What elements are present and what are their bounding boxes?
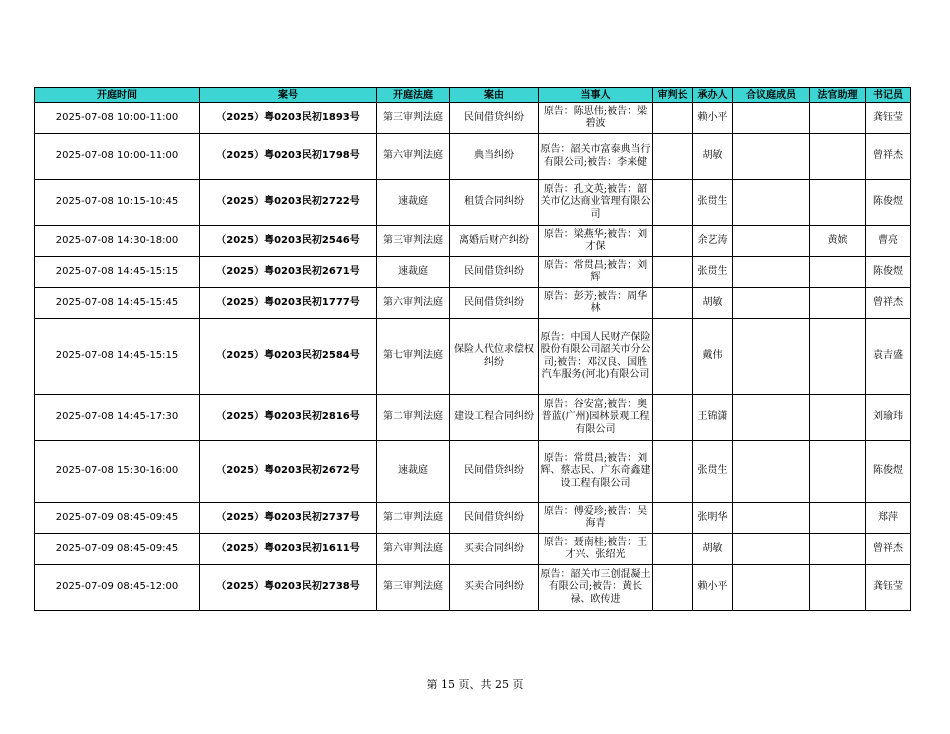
table-row [35, 319, 911, 395]
header-clerk: 书记员 [866, 88, 911, 103]
parties-cell: 原告：陈思伟;被告：梁碧波 [539, 103, 653, 134]
case-number-cell: （2025）粤0203民初1777号 [200, 288, 377, 319]
parties-cell: 原告：常贯昌;被告：刘辉、蔡志民、广东奇鑫建设工程有限公司 [539, 441, 653, 503]
chief-judge-cell [653, 180, 693, 226]
hearing-time-cell: 2025-07-08 10:15-10:45 [35, 180, 200, 226]
collegiate-members-cell [733, 565, 810, 611]
table-row [35, 395, 911, 441]
judge-assistant-cell [810, 288, 866, 319]
cause-cell: 保险人代位求偿权纠纷 [450, 319, 539, 395]
courtroom-cell: 第六审判法庭 [377, 134, 450, 180]
case-number-cell: （2025）粤0203民初2722号 [200, 180, 377, 226]
case-number-cell: （2025）粤0203民初2584号 [200, 319, 377, 395]
collegiate-members-cell [733, 319, 810, 395]
cause-cell: 民间借贷纠纷 [450, 103, 539, 134]
hearing-time-cell: 2025-07-08 14:45-15:15 [35, 257, 200, 288]
chief-judge-cell [653, 257, 693, 288]
header-case-number: 案号 [200, 88, 377, 103]
cause-cell: 民间借贷纠纷 [450, 503, 539, 534]
collegiate-members-cell [733, 103, 810, 134]
courtroom-cell: 第七审判法庭 [377, 319, 450, 395]
judge-assistant-cell [810, 441, 866, 503]
chief-judge-cell [653, 395, 693, 441]
chief-judge-cell [653, 534, 693, 565]
parties-cell: 原告：聂南桂;被告：王才兴、张绍光 [539, 534, 653, 565]
cause-cell: 租赁合同纠纷 [450, 180, 539, 226]
cause-cell: 民间借贷纠纷 [450, 441, 539, 503]
cause-cell: 民间借贷纠纷 [450, 288, 539, 319]
handler-cell: 赖小平 [693, 103, 733, 134]
clerk-cell: 龚钰莹 [866, 565, 911, 611]
hearing-time-cell: 2025-07-08 14:45-15:45 [35, 288, 200, 319]
header-chief-judge: 审判长 [653, 88, 693, 103]
courtroom-cell: 第二审判法庭 [377, 395, 450, 441]
courtroom-cell: 速裁庭 [377, 441, 450, 503]
judge-assistant-cell [810, 257, 866, 288]
parties-cell: 原告：孔文英;被告：韶关市亿达商业管理有限公司 [539, 180, 653, 226]
table-row [35, 288, 911, 319]
courtroom-cell: 第三审判法庭 [377, 226, 450, 257]
case-number-cell: （2025）粤0203民初2672号 [200, 441, 377, 503]
courtroom-cell: 第六审判法庭 [377, 288, 450, 319]
chief-judge-cell [653, 319, 693, 395]
hearing-time-cell: 2025-07-08 10:00-11:00 [35, 103, 200, 134]
collegiate-members-cell [733, 226, 810, 257]
chief-judge-cell [653, 288, 693, 319]
header-cause: 案由 [450, 88, 539, 103]
judge-assistant-cell [810, 319, 866, 395]
handler-cell: 赖小平 [693, 565, 733, 611]
chief-judge-cell [653, 134, 693, 180]
header-collegiate-members: 合议庭成员 [733, 88, 810, 103]
courtroom-cell: 第二审判法庭 [377, 503, 450, 534]
clerk-cell: 陈俊煜 [866, 441, 911, 503]
hearing-time-cell: 2025-07-09 08:45-09:45 [35, 503, 200, 534]
collegiate-members-cell [733, 503, 810, 534]
collegiate-members-cell [733, 134, 810, 180]
clerk-cell: 袁吉盛 [866, 319, 911, 395]
parties-cell: 原告：韶关市富泰典当行有限公司;被告：李来健 [539, 134, 653, 180]
hearing-time-cell: 2025-07-08 14:45-15:15 [35, 319, 200, 395]
handler-cell: 张贯生 [693, 257, 733, 288]
chief-judge-cell [653, 226, 693, 257]
parties-cell: 原告：彭芳;被告：周华林 [539, 288, 653, 319]
courtroom-cell: 速裁庭 [377, 257, 450, 288]
clerk-cell: 曾祥杰 [866, 134, 911, 180]
judge-assistant-cell [810, 534, 866, 565]
handler-cell: 胡敏 [693, 288, 733, 319]
case-number-cell: （2025）粤0203民初2546号 [200, 226, 377, 257]
handler-cell: 张明华 [693, 503, 733, 534]
case-number-cell: （2025）粤0203民初2737号 [200, 503, 377, 534]
clerk-cell: 陈俊煜 [866, 180, 911, 226]
courtroom-cell: 第三审判法庭 [377, 565, 450, 611]
parties-cell: 原告：傅爱珍;被告：吴海青 [539, 503, 653, 534]
handler-cell: 余艺涛 [693, 226, 733, 257]
cause-cell: 离婚后财产纠纷 [450, 226, 539, 257]
parties-cell: 原告：中国人民财产保险股份有限公司韶关市分公司;被告：邓汉良、国胜汽车服务(河北)有限公司 [539, 319, 653, 395]
table-header-row [35, 88, 911, 103]
hearing-schedule-table [34, 87, 911, 611]
handler-cell: 胡敏 [693, 534, 733, 565]
handler-cell: 王锦潇 [693, 395, 733, 441]
cause-cell: 建设工程合同纠纷 [450, 395, 539, 441]
header-parties: 当事人 [539, 88, 653, 103]
hearing-time-cell: 2025-07-08 14:30-18:00 [35, 226, 200, 257]
cause-cell: 民间借贷纠纷 [450, 257, 539, 288]
case-number-cell: （2025）粤0203民初2738号 [200, 565, 377, 611]
handler-cell: 张贯生 [693, 441, 733, 503]
parties-cell: 原告：谷安富;被告：奥普蓝(广州)园林景观工程有限公司 [539, 395, 653, 441]
judge-assistant-cell [810, 565, 866, 611]
table-row [35, 534, 911, 565]
chief-judge-cell [653, 103, 693, 134]
case-number-cell: （2025）粤0203民初1798号 [200, 134, 377, 180]
judge-assistant-cell [810, 134, 866, 180]
clerk-cell: 曹亮 [866, 226, 911, 257]
handler-cell: 戴伟 [693, 319, 733, 395]
parties-cell: 原告：梁燕华;被告：刘才保 [539, 226, 653, 257]
table-row [35, 180, 911, 226]
case-number-cell: （2025）粤0203民初1893号 [200, 103, 377, 134]
clerk-cell: 龚钰莹 [866, 103, 911, 134]
clerk-cell: 刘瑜玮 [866, 395, 911, 441]
header-judge-assistant: 法官助理 [810, 88, 866, 103]
courtroom-cell: 第六审判法庭 [377, 534, 450, 565]
table-row [35, 503, 911, 534]
hearing-time-cell: 2025-07-08 15:30-16:00 [35, 441, 200, 503]
courtroom-cell: 速裁庭 [377, 180, 450, 226]
collegiate-members-cell [733, 180, 810, 226]
chief-judge-cell [653, 565, 693, 611]
header-handler: 承办人 [693, 88, 733, 103]
collegiate-members-cell [733, 441, 810, 503]
hearing-time-cell: 2025-07-09 08:45-09:45 [35, 534, 200, 565]
table-row [35, 257, 911, 288]
cause-cell: 买卖合同纠纷 [450, 565, 539, 611]
judge-assistant-cell [810, 103, 866, 134]
header-hearing-time: 开庭时间 [35, 88, 200, 103]
clerk-cell: 陈俊煜 [866, 257, 911, 288]
collegiate-members-cell [733, 395, 810, 441]
parties-cell: 原告：常贯昌;被告：刘辉 [539, 257, 653, 288]
hearing-time-cell: 2025-07-08 14:45-17:30 [35, 395, 200, 441]
chief-judge-cell [653, 503, 693, 534]
table-row [35, 441, 911, 503]
judge-assistant-cell [810, 180, 866, 226]
clerk-cell: 曾祥杰 [866, 288, 911, 319]
handler-cell: 张贯生 [693, 180, 733, 226]
table-row [35, 226, 911, 257]
table-row [35, 103, 911, 134]
cause-cell: 买卖合同纠纷 [450, 534, 539, 565]
hearing-time-cell: 2025-07-08 10:00-11:00 [35, 134, 200, 180]
handler-cell: 胡敏 [693, 134, 733, 180]
hearing-time-cell: 2025-07-09 08:45-12:00 [35, 565, 200, 611]
page-number-footer: 第 15 页、共 25 页 [426, 678, 524, 691]
collegiate-members-cell [733, 534, 810, 565]
judge-assistant-cell: 黄嫔 [810, 226, 866, 257]
judge-assistant-cell [810, 395, 866, 441]
header-courtroom: 开庭法庭 [377, 88, 450, 103]
collegiate-members-cell [733, 288, 810, 319]
chief-judge-cell [653, 441, 693, 503]
case-number-cell: （2025）粤0203民初2816号 [200, 395, 377, 441]
table-row [35, 565, 911, 611]
case-number-cell: （2025）粤0203民初2671号 [200, 257, 377, 288]
clerk-cell: 郑萍 [866, 503, 911, 534]
clerk-cell: 曾祥杰 [866, 534, 911, 565]
case-number-cell: （2025）粤0203民初1611号 [200, 534, 377, 565]
courtroom-cell: 第三审判法庭 [377, 103, 450, 134]
judge-assistant-cell [810, 503, 866, 534]
parties-cell: 原告：韶关市三创混凝土有限公司;被告：黄长禄、欧传进 [539, 565, 653, 611]
table-row [35, 134, 911, 180]
collegiate-members-cell [733, 257, 810, 288]
cause-cell: 典当纠纷 [450, 134, 539, 180]
